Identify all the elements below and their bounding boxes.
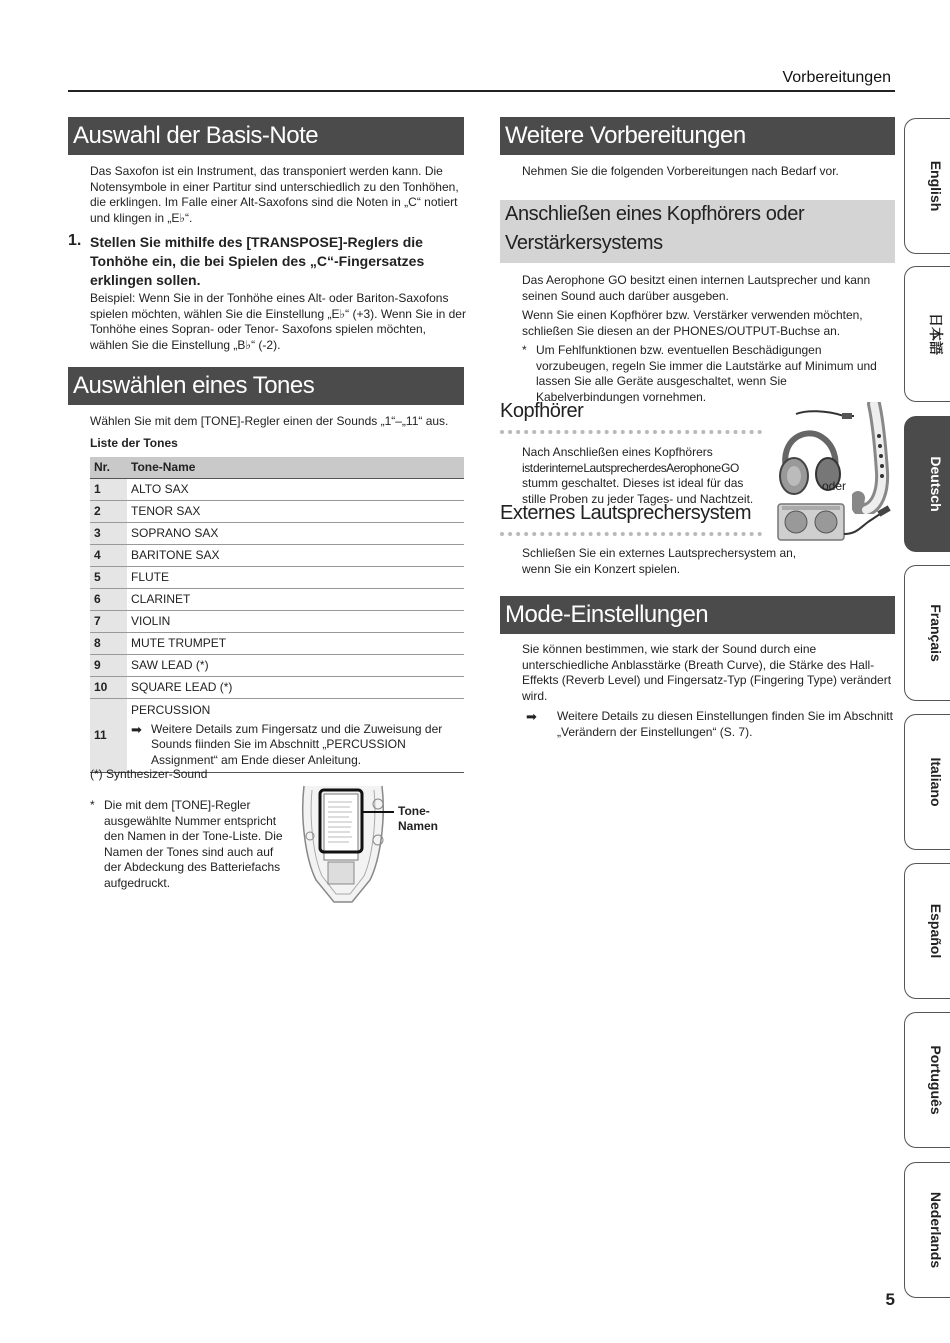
row-name: ALTO SAX: [127, 479, 464, 501]
star-marker: *: [90, 798, 95, 812]
row-nr: 4: [90, 545, 127, 567]
heading-mode-settings: Mode-Einstellungen: [500, 596, 895, 634]
row-name: SQUARE LEAD (*): [127, 677, 464, 699]
synth-note: (*) Synthesizer-Sound: [90, 767, 208, 781]
heading-select-tone: Auswählen eines Tones: [68, 367, 464, 405]
tab-japanese[interactable]: [904, 266, 950, 402]
heading-further-preparations: Weitere Vorbereitungen: [500, 117, 895, 155]
row-nr: 6: [90, 589, 127, 611]
table-row: [90, 655, 464, 677]
row-name: VIOLIN: [127, 611, 464, 633]
row-name: BARITONE SAX: [127, 545, 464, 567]
table-row: [90, 545, 464, 567]
battery-cover-illustration: [294, 780, 394, 908]
table-row: [90, 501, 464, 523]
heading-connect-headphones: [500, 200, 895, 263]
mode-reference: Weitere Details zu diesen Einstellungen finden Sie im Abschnitt „Verändern der Einstellungen“ (S. 7).: [557, 709, 893, 739]
connect-note: Um Fehlfunktionen bzw. eventuellen Beschädigungen vorzubeugen, regeln Sie immer die Lautstärke auf Minimum und lassen Sie alle Geräte ausgeschaltet, wenn Sie Kabelverbindungen vornehmen.: [536, 343, 877, 404]
callout-line: Tone-: [398, 804, 430, 818]
callout-line: Namen: [398, 819, 439, 833]
further-intro: Nehmen Sie die folgenden Vorbereitungen nach Bedarf vor.: [522, 164, 839, 178]
row-nr: 10: [90, 677, 127, 699]
heading-headphones: Kopfhörer: [500, 400, 584, 422]
col-nr: Nr.: [90, 457, 127, 479]
running-header: Vorbereitungen: [782, 69, 891, 86]
step-number: 1.: [68, 232, 82, 249]
row-name: TENOR SAX: [127, 501, 464, 523]
mode-text: Sie können bestimmen, wie stark der Sound durch eine unterschiedliche Anblasstärke (Breath Curve), die Stärke des Hall-Effekts (Reverb Level) und Fingersatz-Typ (Fingering Type) verändert wird.: [522, 642, 892, 703]
saxophone-icon: [852, 402, 894, 514]
tab-portugues[interactable]: [904, 1012, 950, 1148]
tab-italiano[interactable]: [904, 714, 950, 850]
heading-external-speaker: Externes Lautsprechersystem: [500, 502, 752, 524]
tone-table: [90, 457, 464, 773]
step-instruction: Stellen Sie mithilfe des [TRANSPOSE]-Reglers die Tonhöhe ein, die bei Spielen des „C“-Fingersatzes erklingen sollen.: [90, 234, 425, 288]
row-nr: 8: [90, 633, 127, 655]
headphones-text: [522, 445, 767, 507]
external-text: Schließen Sie ein externes Lautsprechersystem an, wenn Sie ein Konzert spielen.: [522, 546, 797, 576]
or-label: oder: [822, 479, 847, 493]
row-name: PERCUSSION: [131, 703, 211, 717]
tab-label: Nederlands: [927, 1191, 944, 1269]
row-name: SAW LEAD (*): [127, 655, 464, 677]
table-row: [90, 567, 464, 589]
tab-deutsch[interactable]: [904, 416, 950, 552]
row-nr: 5: [90, 567, 127, 589]
row-name: SOPRANO SAX: [127, 523, 464, 545]
row-name: CLARINET: [127, 589, 464, 611]
tab-label: 日本語: [927, 313, 944, 355]
tab-english[interactable]: [904, 118, 950, 254]
row-nr: 3: [90, 523, 127, 545]
basis-intro: Das Saxofon ist ein Instrument, das transponiert werden kann. Die Notensymbole in einer Partitur sind unterschiedlich zu den Tonhöhen, die erklingen. Im Falle einer Alt-Saxofons sind die Noten in „C“ notiert und klingen in „E♭“.: [90, 164, 459, 225]
amplifier-icon: [776, 500, 894, 544]
tone-names-note: Die mit dem [TONE]-Regler ausgewählte Nummer entspricht den Namen in der Tone-Liste. Die Namen der Tones sind auch auf der Abdeckung des Batteriefachs aufgedruckt.: [104, 798, 283, 890]
tab-nederlands[interactable]: [904, 1162, 950, 1298]
row-nr: 2: [90, 501, 127, 523]
tab-francais[interactable]: [904, 565, 950, 701]
tones-intro: Wählen Sie mit dem [TONE]-Regler einen der Sounds „1“–„11“ aus.: [90, 414, 449, 428]
table-row: [90, 699, 464, 773]
tab-espanol[interactable]: [904, 863, 950, 999]
arrow-right-icon: ➡: [131, 721, 142, 737]
text-line: ist der interne Lautsprecher des Aerophone GO: [522, 460, 739, 475]
tab-label: Deutsch: [927, 456, 944, 512]
tab-label: Español: [927, 903, 944, 959]
col-tone-name: Tone-Name: [127, 457, 464, 479]
connect-p1: Das Aerophone GO besitzt einen internen Lautsprecher und kann seinen Sound auch darüber ausgeben.: [522, 273, 871, 303]
tone-names-callout: [398, 804, 438, 834]
dotted-rule: [500, 532, 762, 536]
heading-basis-note: Auswahl der Basis-Note: [68, 117, 464, 155]
table-row: [90, 523, 464, 545]
table-row: [90, 479, 464, 501]
row-name: FLUTE: [127, 567, 464, 589]
text-line: stumm geschaltet. Dieses ist ideal für das: [522, 476, 744, 490]
row-nr: 11: [90, 699, 127, 773]
table-row: [90, 589, 464, 611]
tab-label: Português: [927, 1045, 944, 1115]
text-line: stille Proben zu jeder Tages- und Nachtzeit.: [522, 491, 754, 506]
row-nr: 7: [90, 611, 127, 633]
header-rule: [68, 90, 895, 92]
tab-label: Italiano: [927, 757, 944, 807]
text-line: Nach Anschließen eines Kopfhörers: [522, 445, 713, 459]
tab-label: Français: [927, 604, 944, 662]
step-example: Beispiel: Wenn Sie in der Tonhöhe eines Alt- oder Bariton-Saxofons spielen möchten, wählen Sie die Einstellung „E♭“ (+3). Wenn Sie in der Tonhöhe eines Sopran- oder Tenor- Saxofons spielen möchten, wählen Sie die Einstellung „B♭“ (-2).: [90, 291, 466, 352]
table-row: [90, 677, 464, 699]
table-row: [90, 633, 464, 655]
page-number: 5: [885, 1290, 895, 1309]
dotted-rule: [500, 430, 762, 434]
star-marker: *: [522, 343, 527, 357]
table-row: [90, 611, 464, 633]
heading-line: Verstärkersystems: [505, 232, 663, 254]
row-nr: 1: [90, 479, 127, 501]
tone-list-title: Liste der Tones: [90, 436, 178, 450]
row-name: MUTE TRUMPET: [127, 633, 464, 655]
percussion-note: Weitere Details zum Fingersatz und die Zuweisung der Sounds fiinden Sie im Abschnitt „PERCUSSION Assignment“ am Ende dieser Anleitung.: [151, 721, 443, 767]
connect-p2: Wenn Sie einen Kopfhörer bzw. Verstärker verwenden möchten, schließen Sie diesen an der PHONES/OUTPUT-Buchse an.: [522, 308, 863, 338]
row-nr: 9: [90, 655, 127, 677]
tab-label: English: [927, 160, 944, 212]
heading-line: Anschließen eines Kopfhörers oder: [505, 203, 805, 225]
arrow-right-icon: ➡: [526, 709, 537, 724]
